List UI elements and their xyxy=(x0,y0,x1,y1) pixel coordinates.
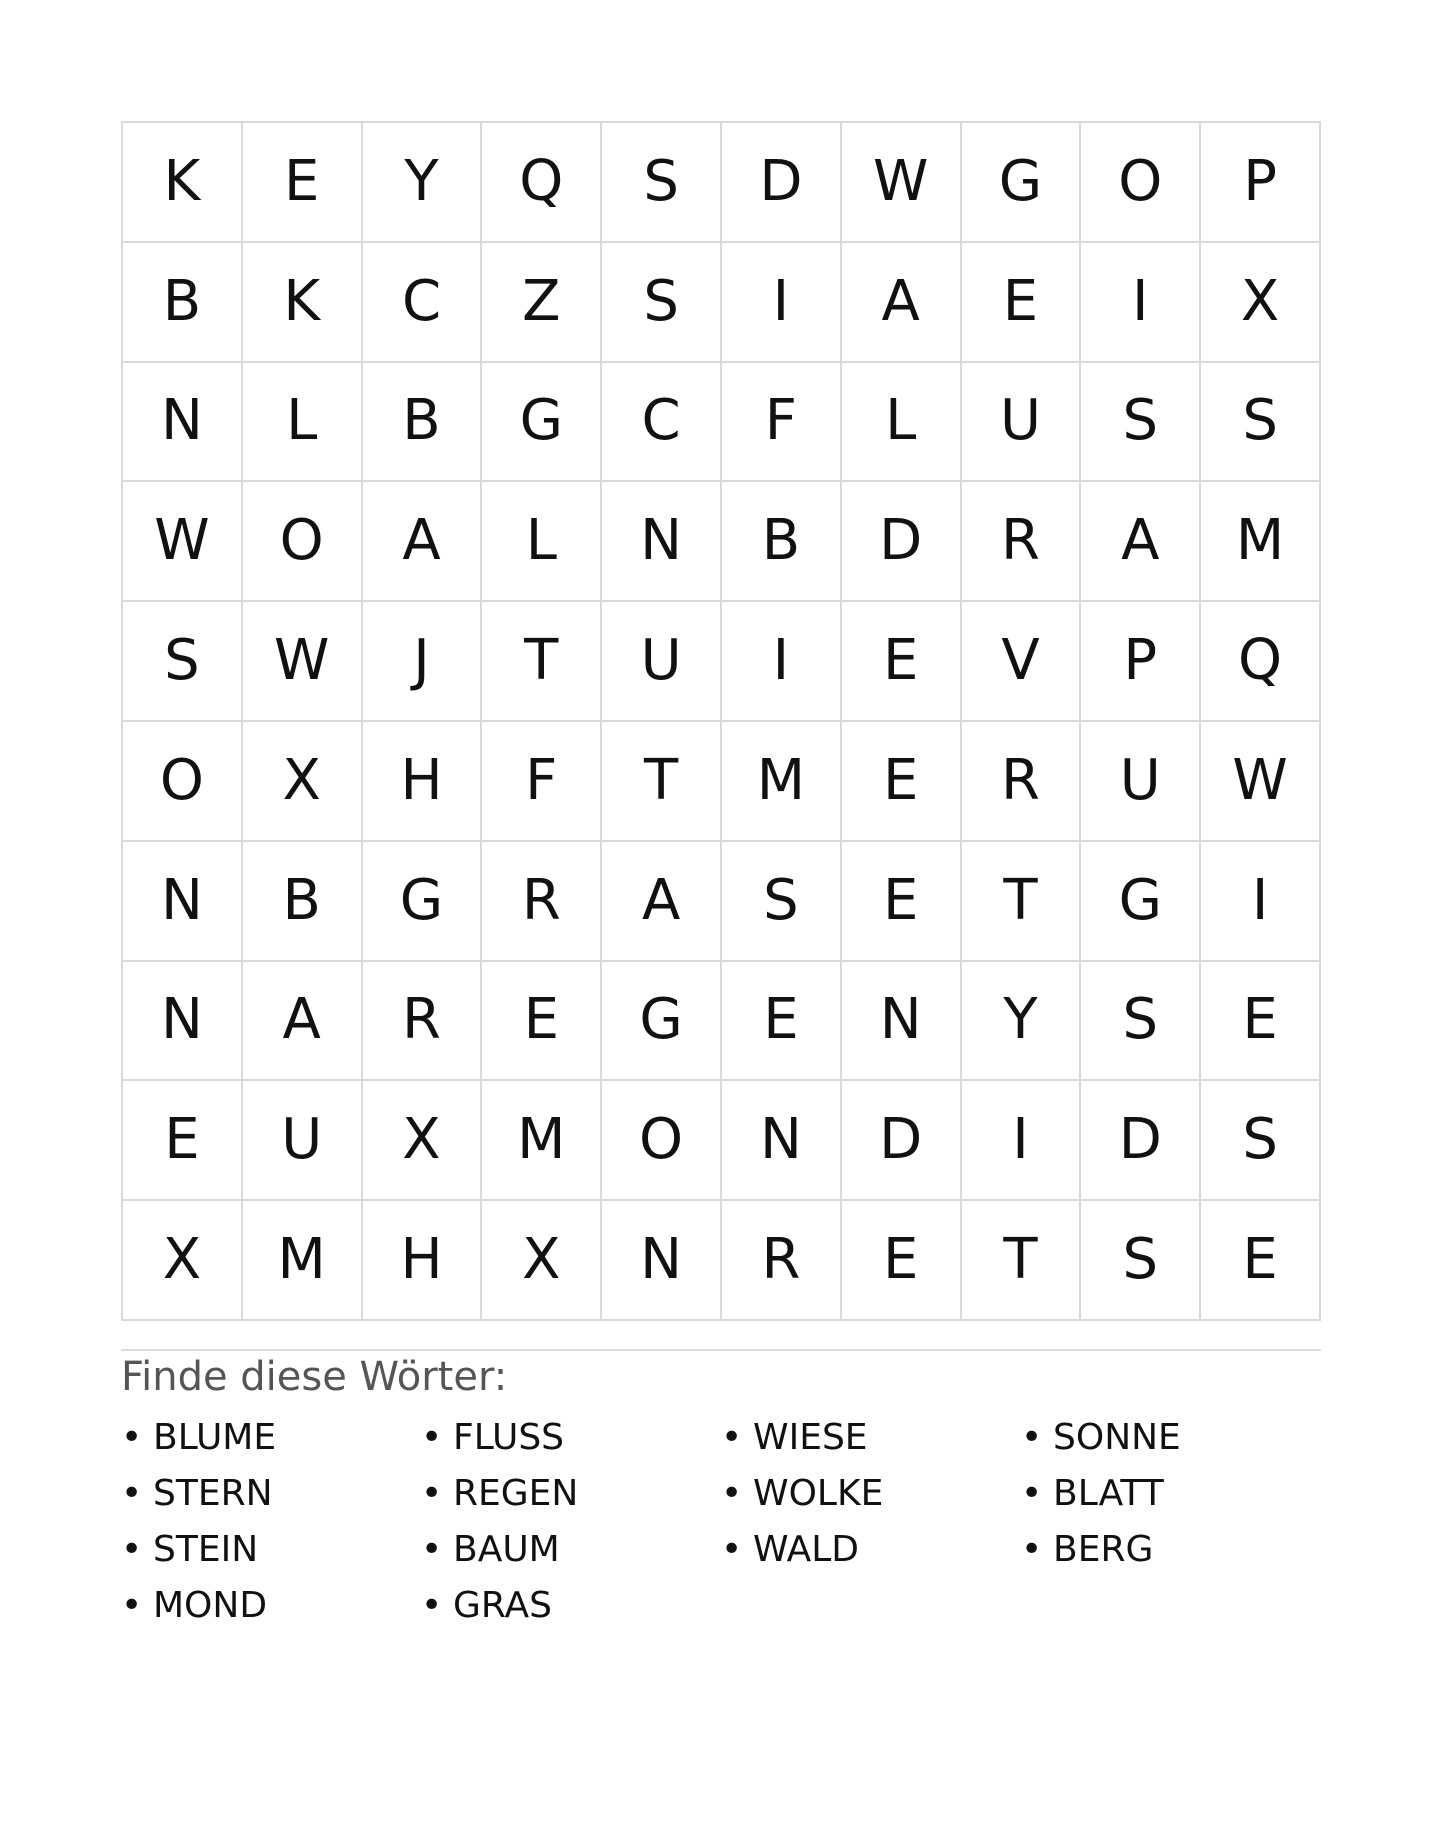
word-item xyxy=(121,1522,421,1578)
bullet-icon: • xyxy=(421,1417,443,1458)
grid-cell[interactable]: I xyxy=(962,1081,1082,1201)
grid-cell[interactable]: W xyxy=(1201,722,1321,842)
grid-cell[interactable]: E xyxy=(842,602,962,722)
grid-cell[interactable]: M xyxy=(482,1081,602,1201)
grid-cell[interactable]: W xyxy=(243,602,363,722)
word-item xyxy=(421,1466,721,1522)
grid-cell[interactable]: H xyxy=(363,722,483,842)
bullet-icon: • xyxy=(721,1529,743,1570)
word-label: REGEN xyxy=(453,1473,579,1514)
grid-cell[interactable]: E xyxy=(842,722,962,842)
bullet-icon: • xyxy=(121,1417,143,1458)
grid-cell[interactable]: S xyxy=(1201,363,1321,483)
grid-cell[interactable]: X xyxy=(123,1201,243,1321)
grid-cell[interactable]: O xyxy=(123,722,243,842)
grid-cell[interactable]: D xyxy=(1081,1081,1201,1201)
grid-cell[interactable]: U xyxy=(602,602,722,722)
grid-cell[interactable]: S xyxy=(1201,1081,1321,1201)
grid-cell[interactable]: N xyxy=(722,1081,842,1201)
grid-cell[interactable]: K xyxy=(243,243,363,363)
word-label: STEIN xyxy=(153,1529,259,1570)
grid-cell[interactable]: U xyxy=(243,1081,363,1201)
grid-cell[interactable]: R xyxy=(363,962,483,1082)
grid-cell[interactable]: U xyxy=(962,363,1082,483)
grid-cell[interactable]: E xyxy=(842,1201,962,1321)
grid-cell[interactable]: M xyxy=(722,722,842,842)
grid-cell[interactable]: Q xyxy=(482,123,602,243)
grid-cell[interactable]: N xyxy=(602,482,722,602)
grid-cell[interactable]: W xyxy=(842,123,962,243)
grid-cell[interactable]: R xyxy=(722,1201,842,1321)
bullet-icon: • xyxy=(1021,1473,1043,1514)
word-item xyxy=(121,1578,421,1634)
word-label: BAUM xyxy=(453,1529,560,1570)
word-label: WIESE xyxy=(753,1417,868,1458)
grid-cell[interactable]: X xyxy=(1201,243,1321,363)
grid-cell[interactable]: B xyxy=(243,842,363,962)
grid-cell[interactable]: S xyxy=(1081,962,1201,1082)
word-item xyxy=(1021,1522,1321,1578)
grid-cell[interactable]: R xyxy=(962,722,1082,842)
word-label: WOLKE xyxy=(753,1473,884,1514)
grid-cell[interactable]: R xyxy=(482,842,602,962)
grid-cell[interactable]: T xyxy=(602,722,722,842)
bullet-icon: • xyxy=(121,1473,143,1514)
word-label: MOND xyxy=(153,1585,268,1626)
word-item xyxy=(121,1466,421,1522)
bullet-icon: • xyxy=(421,1585,443,1626)
bullet-icon: • xyxy=(1021,1417,1043,1458)
grid-cell[interactable]: P xyxy=(1201,123,1321,243)
grid-cell[interactable]: G xyxy=(482,363,602,483)
grid-cell[interactable]: T xyxy=(482,602,602,722)
word-label: STERN xyxy=(153,1473,273,1514)
grid-cell[interactable]: P xyxy=(1081,602,1201,722)
word-label: GRAS xyxy=(453,1585,552,1626)
grid-cell[interactable]: N xyxy=(842,962,962,1082)
grid-cell[interactable]: E xyxy=(962,243,1082,363)
grid-cell[interactable]: Z xyxy=(482,243,602,363)
word-list xyxy=(121,1410,1321,1634)
grid-cell[interactable]: K xyxy=(123,123,243,243)
grid-cell[interactable]: B xyxy=(363,363,483,483)
grid-cell[interactable]: B xyxy=(123,243,243,363)
word-label: BLUME xyxy=(153,1417,277,1458)
grid-cell[interactable]: O xyxy=(602,1081,722,1201)
bullet-icon: • xyxy=(121,1585,143,1626)
puzzle-grid xyxy=(121,121,1321,1321)
grid-cell[interactable]: U xyxy=(1081,722,1201,842)
grid-cell[interactable]: E xyxy=(842,842,962,962)
word-item xyxy=(421,1410,721,1466)
grid-cell[interactable]: O xyxy=(1081,123,1201,243)
grid-cell[interactable]: B xyxy=(722,482,842,602)
word-item xyxy=(1021,1410,1321,1466)
word-label: SONNE xyxy=(1053,1417,1181,1458)
grid-cell[interactable]: S xyxy=(123,602,243,722)
grid-cell[interactable]: V xyxy=(962,602,1082,722)
grid-cell[interactable]: R xyxy=(962,482,1082,602)
grid-cell[interactable]: D xyxy=(842,1081,962,1201)
word-item xyxy=(721,1410,1021,1466)
grid-cell[interactable]: S xyxy=(1081,363,1201,483)
grid-cell[interactable]: T xyxy=(962,842,1082,962)
grid-cell[interactable]: X xyxy=(243,722,363,842)
word-item xyxy=(421,1522,721,1578)
bullet-icon: • xyxy=(421,1473,443,1514)
word-label: FLUSS xyxy=(453,1417,565,1458)
grid-cell[interactable]: C xyxy=(363,243,483,363)
grid-cell[interactable]: M xyxy=(1201,482,1321,602)
grid-cell[interactable]: I xyxy=(722,243,842,363)
grid-cell[interactable]: D xyxy=(722,123,842,243)
grid-cell[interactable]: N xyxy=(123,842,243,962)
grid-cell[interactable]: X xyxy=(482,1201,602,1321)
word-item xyxy=(1021,1466,1321,1522)
grid-cell[interactable]: A xyxy=(243,962,363,1082)
grid-cell[interactable]: L xyxy=(842,363,962,483)
word-label: BLATT xyxy=(1053,1473,1164,1514)
word-label: BERG xyxy=(1053,1529,1154,1570)
grid-cell[interactable]: J xyxy=(363,602,483,722)
grid-cell[interactable]: S xyxy=(602,243,722,363)
grid-cell[interactable]: I xyxy=(1201,842,1321,962)
grid-cell[interactable]: A xyxy=(602,842,722,962)
grid-cell[interactable]: D xyxy=(842,482,962,602)
grid-cell[interactable]: G xyxy=(602,962,722,1082)
grid-cell[interactable]: N xyxy=(123,363,243,483)
grid-cell[interactable]: H xyxy=(363,1201,483,1321)
grid-cell[interactable]: E xyxy=(1201,1201,1321,1321)
grid-cell[interactable]: T xyxy=(962,1201,1082,1321)
bullet-icon: • xyxy=(121,1529,143,1570)
grid-cell[interactable]: E xyxy=(1201,962,1321,1082)
grid-cell[interactable]: A xyxy=(363,482,483,602)
grid-cell[interactable]: Y xyxy=(962,962,1082,1082)
grid-cell[interactable]: G xyxy=(962,123,1082,243)
grid-cell[interactable]: A xyxy=(842,243,962,363)
grid-cell[interactable]: E xyxy=(722,962,842,1082)
grid-cell[interactable]: Y xyxy=(363,123,483,243)
grid-cell[interactable]: E xyxy=(482,962,602,1082)
grid-cell[interactable]: M xyxy=(243,1201,363,1321)
word-label: WALD xyxy=(753,1529,860,1570)
grid-cell[interactable]: S xyxy=(1081,1201,1201,1321)
grid-cell[interactable]: A xyxy=(1081,482,1201,602)
word-item xyxy=(721,1466,1021,1522)
grid-cell[interactable]: L xyxy=(243,363,363,483)
grid-cell[interactable]: C xyxy=(602,363,722,483)
divider xyxy=(121,1349,1321,1351)
grid-cell[interactable]: S xyxy=(722,842,842,962)
grid-cell[interactable]: E xyxy=(243,123,363,243)
bullet-icon: • xyxy=(1021,1529,1043,1570)
word-item xyxy=(421,1578,721,1634)
grid-cell[interactable]: X xyxy=(363,1081,483,1201)
grid-cell[interactable]: N xyxy=(602,1201,722,1321)
grid-cell[interactable]: I xyxy=(722,602,842,722)
grid-cell[interactable]: G xyxy=(1081,842,1201,962)
bullet-icon: • xyxy=(721,1473,743,1514)
grid-cell[interactable]: N xyxy=(123,962,243,1082)
bullet-icon: • xyxy=(421,1529,443,1570)
grid-cell[interactable]: W xyxy=(123,482,243,602)
grid-cell[interactable]: F xyxy=(722,363,842,483)
grid-cell[interactable]: G xyxy=(363,842,483,962)
grid-cell[interactable]: O xyxy=(243,482,363,602)
bullet-icon: • xyxy=(721,1417,743,1458)
grid-cell[interactable]: Q xyxy=(1201,602,1321,722)
grid-cell[interactable]: E xyxy=(123,1081,243,1201)
word-item xyxy=(721,1522,1021,1578)
grid-cell[interactable]: L xyxy=(482,482,602,602)
word-list-title: Finde diese Wörter: xyxy=(121,1354,508,1400)
grid-cell[interactable]: I xyxy=(1081,243,1201,363)
word-item xyxy=(121,1410,421,1466)
grid-cell[interactable]: S xyxy=(602,123,722,243)
grid-cell[interactable]: F xyxy=(482,722,602,842)
